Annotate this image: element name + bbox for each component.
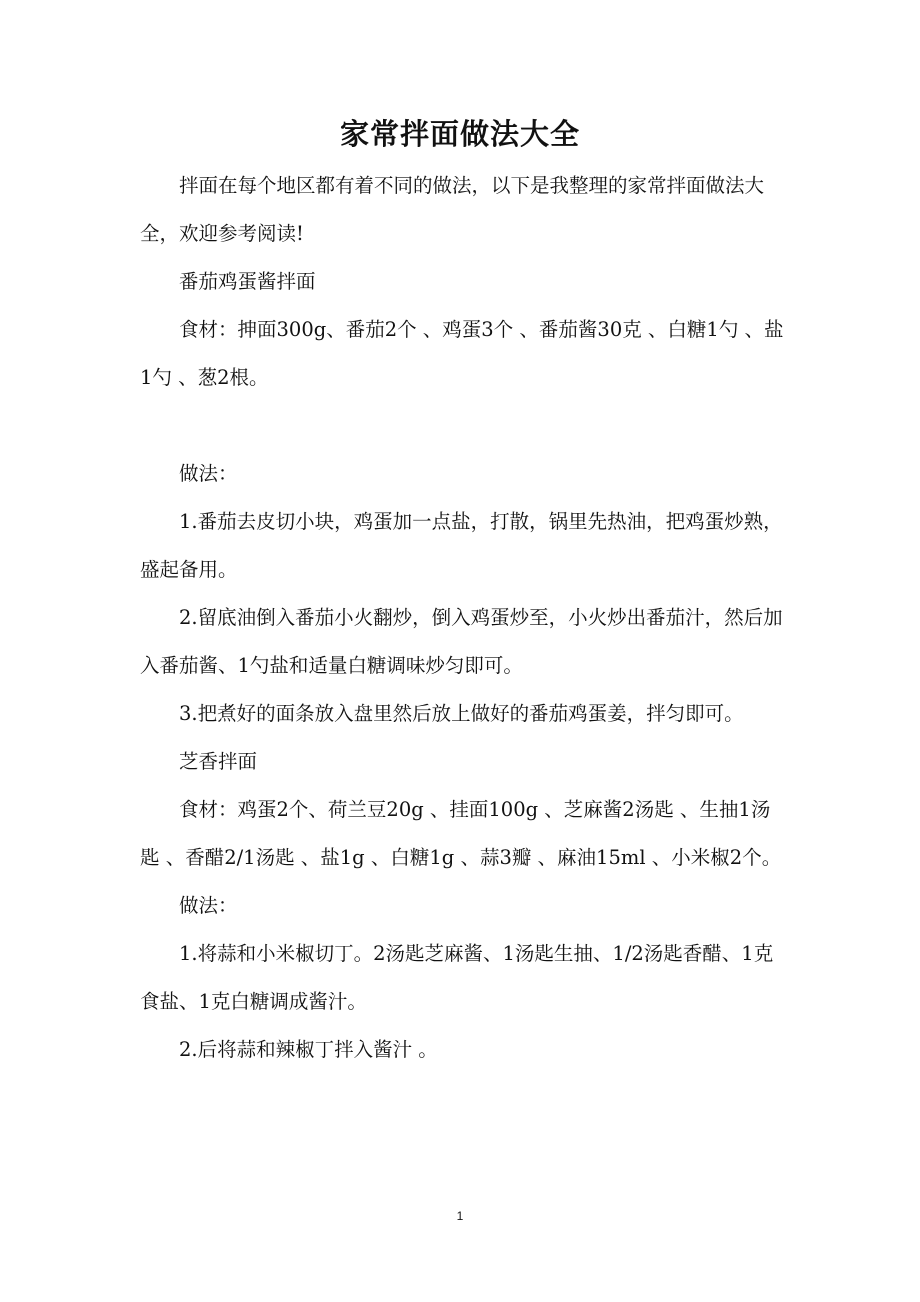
ingredients-paragraph: 食材：抻面300g、番茄2个 、鸡蛋3个 、番茄酱30克 、白糖1勺 、盐1勺 、葱2根。: [140, 318, 784, 389]
section-heading-sesame: 芝香拌面: [179, 750, 258, 773]
page-number: 1: [456, 1209, 464, 1223]
method-heading: 做法：: [179, 894, 238, 917]
step-paragraph: 2.后将蒜和辣椒丁拌入酱汁 。: [179, 1038, 438, 1061]
document-title: 家常拌面做法大全: [339, 117, 580, 151]
step-paragraph: 3.把煮好的面条放入盘里然后放上做好的番茄鸡蛋姜，拌匀即可。: [179, 702, 744, 725]
step-paragraph: 1.番茄去皮切小块，鸡蛋加一点盐，打散，锅里先热油，把鸡蛋炒熟，盛起备用。: [140, 510, 783, 581]
blank-line: [140, 402, 785, 450]
ingredients-paragraph: 食材：鸡蛋2个、荷兰豆20g 、挂面100g 、芝麻酱2汤匙 、生抽1汤匙 、香醋2/1汤匙 、盐1g 、白糖1g 、蒜3瓣 、麻油15ml 、小米椒2个。: [140, 798, 782, 869]
step-paragraph: 2.留底油倒入番茄小火翻炒，倒入鸡蛋炒至，小火炒出番茄汁，然后加入番茄酱、1勺盐和适量白糖调味炒匀即可。: [140, 606, 783, 677]
document-body: [140, 162, 785, 1074]
step-paragraph: 1.将蒜和小米椒切丁。2汤匙芝麻酱、1汤匙生抽、1/2汤匙香醋、1克食盐、1克白糖调成酱汁。: [140, 942, 774, 1013]
intro-paragraph: 拌面在每个地区都有着不同的做法，以下是我整理的家常拌面做法大全，欢迎参考阅读!: [140, 174, 765, 245]
method-heading: 做法：: [179, 462, 238, 485]
section-heading-tomato-egg: 番茄鸡蛋酱拌面: [179, 270, 316, 293]
